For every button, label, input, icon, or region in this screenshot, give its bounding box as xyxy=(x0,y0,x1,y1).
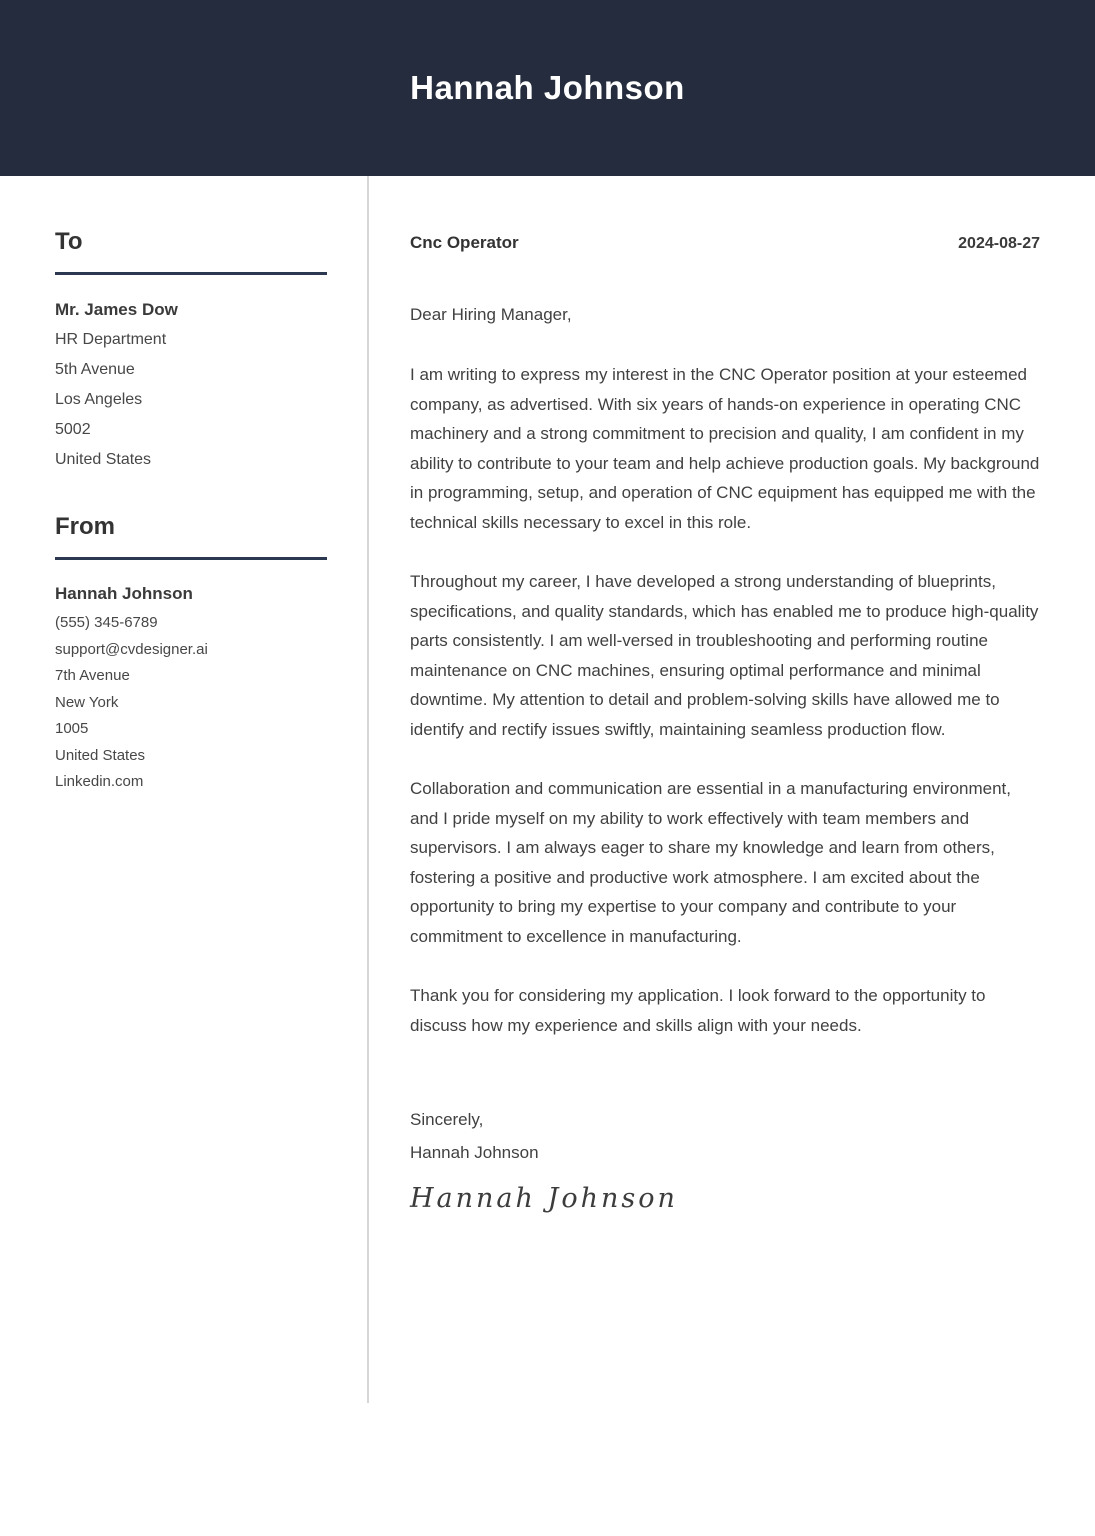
recipient-department: HR Department xyxy=(55,331,167,348)
paragraph-experience: Throughout my career, I have developed a strong understanding of blueprints, specifications, and quality standards, which has enabled me to produce high-quality parts consistently. I am well-versed in troubleshooting and performing routine maintenance on CNC machines, ensuring optimal performance and minimal downtime. My attention to detail and problem-solving skills have allowed me to identify and rectify issues swiftly, maintaining seamless production flow. xyxy=(410,572,1039,739)
vertical-divider xyxy=(367,176,369,1403)
job-title: Cnc Operator xyxy=(410,233,519,252)
recipient-name: Mr. James Dow xyxy=(55,300,178,319)
sender-city: New York xyxy=(55,693,119,711)
page-title: Hannah Johnson xyxy=(410,69,685,106)
recipient-section xyxy=(55,228,327,475)
recipient-country: United States xyxy=(55,451,152,468)
subject-row xyxy=(410,233,1040,253)
from-heading: From xyxy=(55,513,115,540)
from-rule xyxy=(55,557,327,560)
letter-body xyxy=(410,233,1040,1214)
recipient-city: Los Angeles xyxy=(55,391,143,408)
sender-linkedin: Linkedin.com xyxy=(55,773,144,790)
sender-section xyxy=(55,513,327,796)
sidebar xyxy=(55,228,327,796)
closing-salutation: Sincerely, xyxy=(410,1110,484,1129)
greeting: Dear Hiring Manager, xyxy=(410,305,572,324)
sender-name: Hannah Johnson xyxy=(55,584,193,603)
signer-name: Hannah Johnson xyxy=(410,1143,539,1162)
sender-street: 7th Avenue xyxy=(55,667,130,684)
paragraph-thanks: Thank you for considering my application. I look forward to the opportunity to discuss how my experience and skills align with your needs. xyxy=(410,986,986,1035)
letter-date: 2024-08-27 xyxy=(958,235,1040,252)
to-heading: To xyxy=(55,228,83,255)
handwritten-signature: Hannah Johnson xyxy=(410,1183,678,1214)
sender-phone: (555) 345-6789 xyxy=(55,614,158,631)
header-banner xyxy=(0,0,1095,176)
recipient-zip: 5002 xyxy=(55,421,91,438)
paragraph-collaboration: Collaboration and communication are essential in a manufacturing environment, and I pride myself on my ability to work effectively with team members and supervisors. I am always eager to share my knowledge and learn from others, fostering a positive and productive work atmosphere. I am excited about the opportunity to bring my expertise to your company and contribute to your commitment to excellence in manufacturing. xyxy=(410,779,1012,946)
to-rule xyxy=(55,272,327,275)
sender-country: United States xyxy=(55,746,146,764)
paragraph-intro: I am writing to express my interest in the CNC Operator position at your esteemed company, as advertised. With six years of hands-on experience in operating CNC machinery and a strong commitment to precision and quality, I am confident in my ability to contribute to your team and help achieve production goals. My background in programming, setup, and operation of CNC equipment has equipped me with the technical skills necessary to excel in this role. xyxy=(410,365,1040,532)
recipient-street: 5th Avenue xyxy=(55,361,135,378)
sender-email: support@cvdesigner.ai xyxy=(55,640,208,658)
sender-zip: 1005 xyxy=(55,720,89,737)
